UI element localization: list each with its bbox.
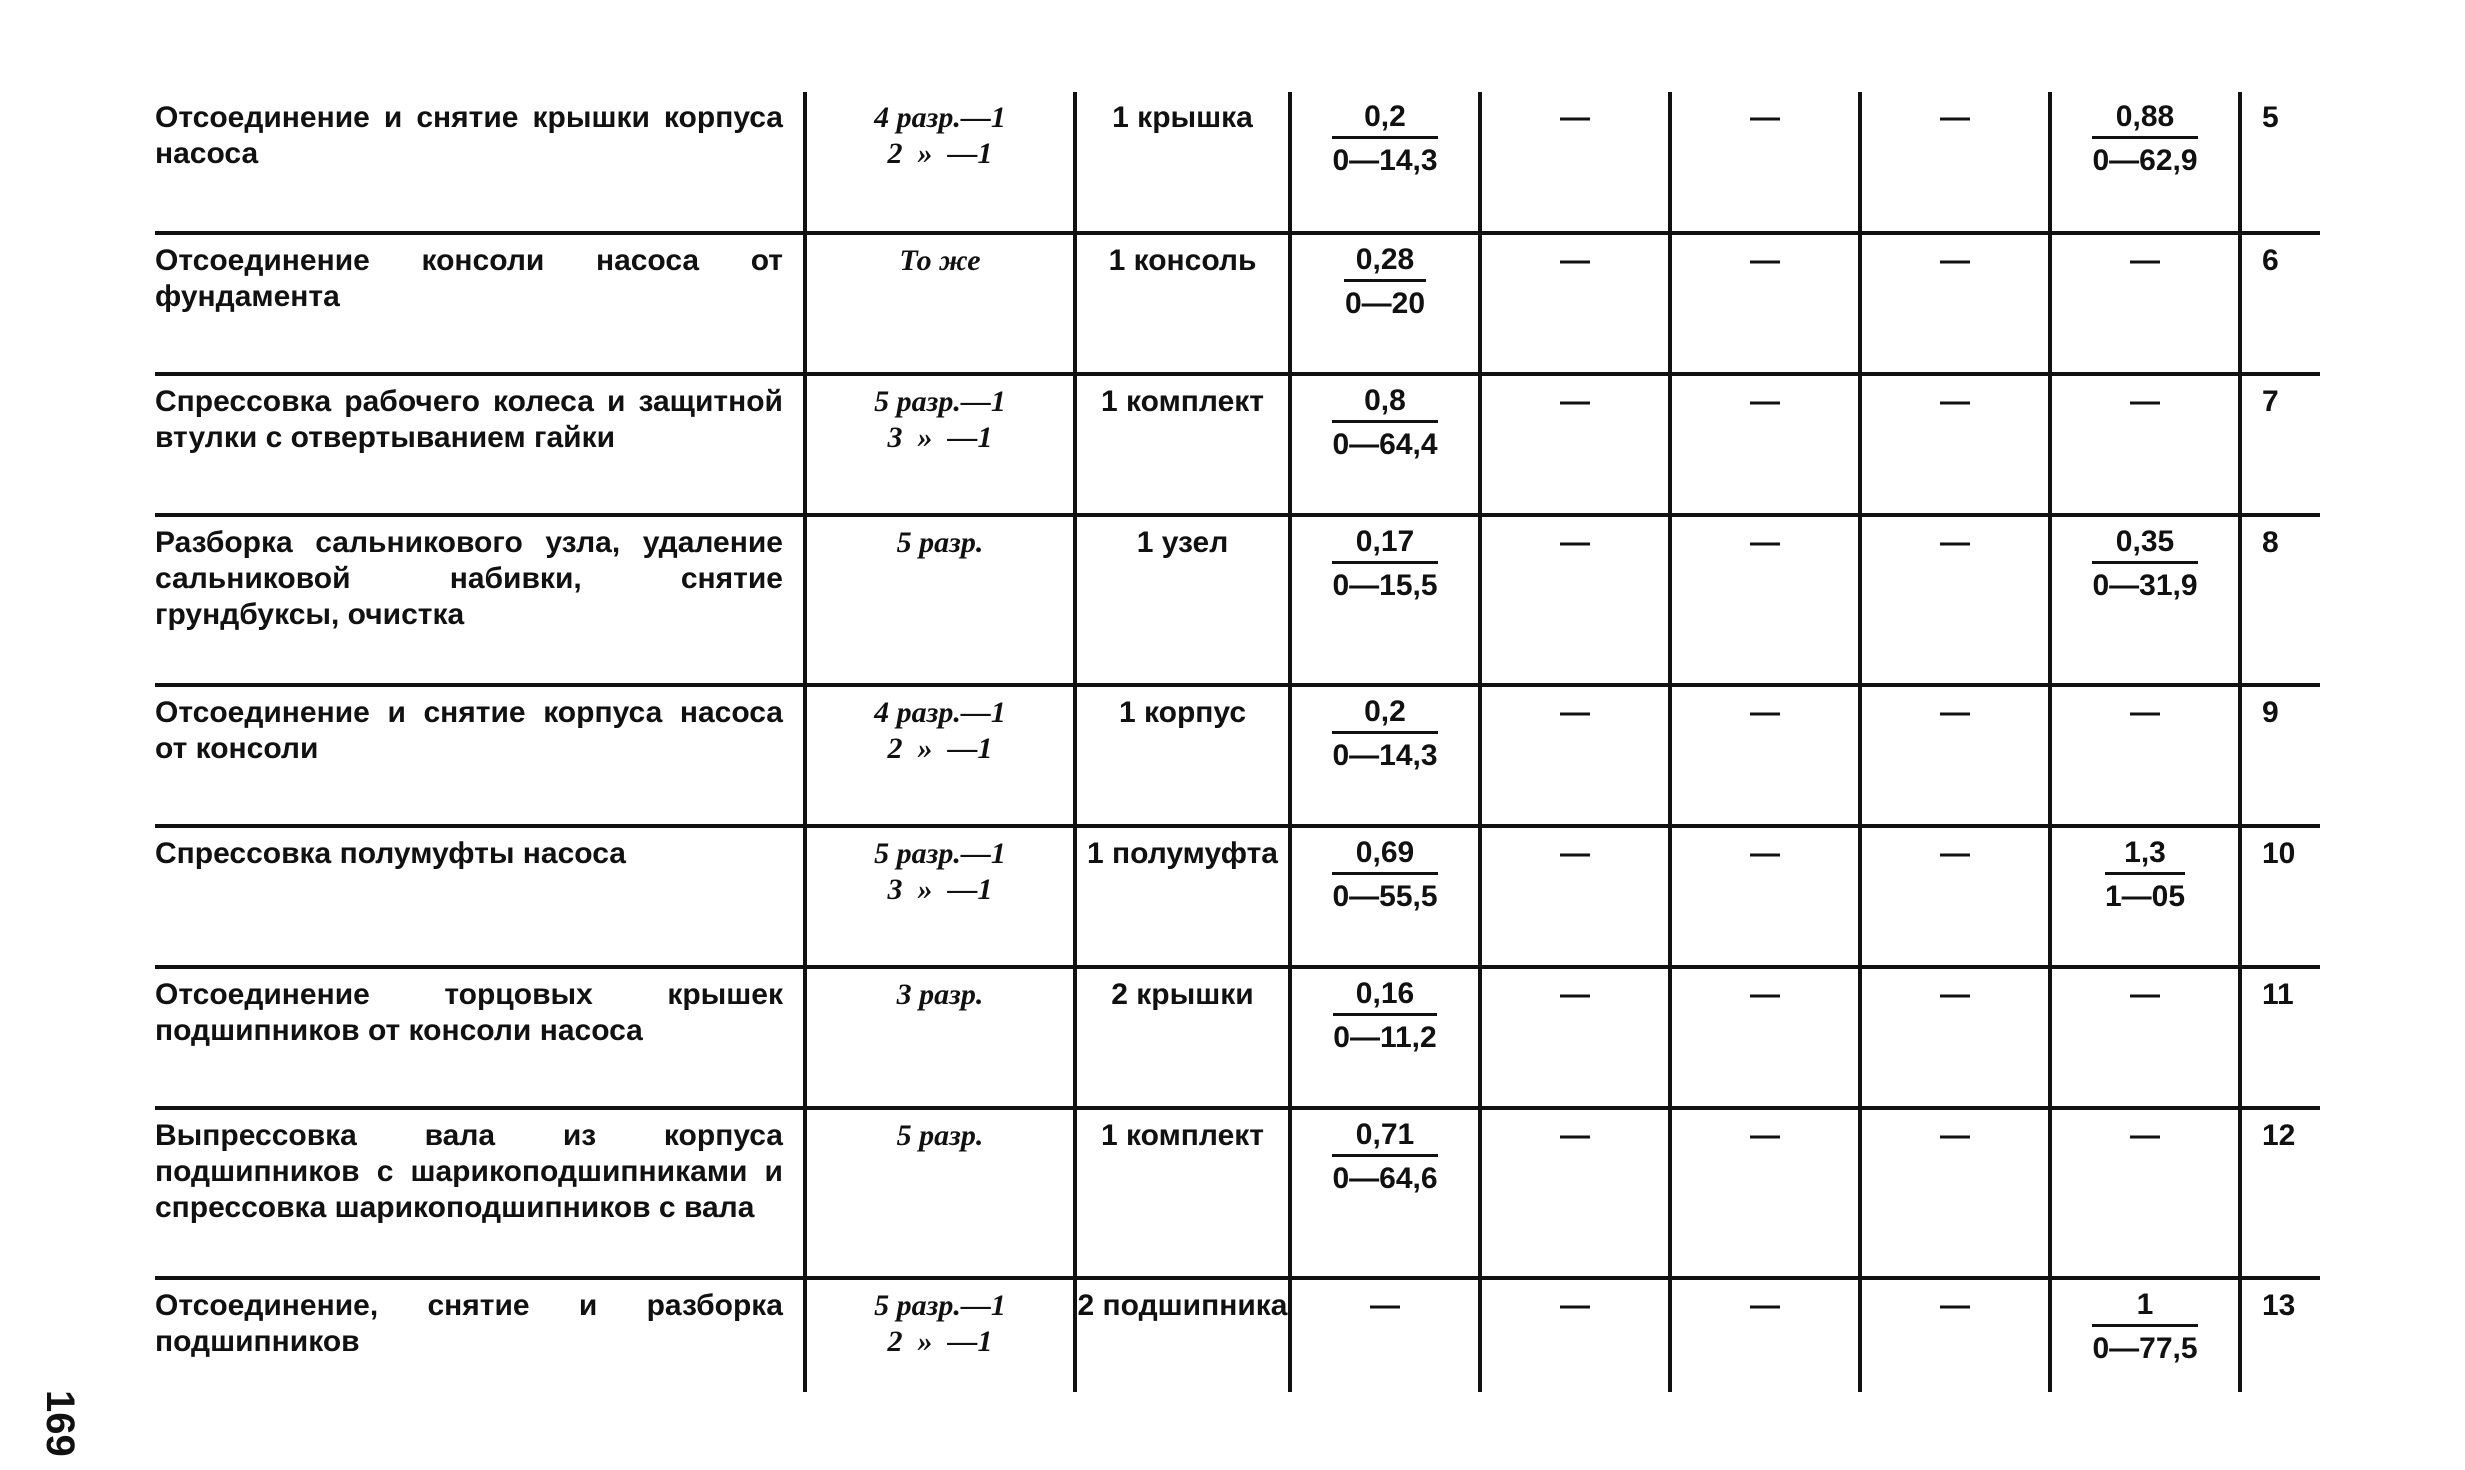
operation-text: Выпрессовка вала из корпуса подшипников с шарикоподшипниками и спрессовка шарикоподшипников с вала: [155, 1119, 783, 1224]
d3-cell: [1860, 826, 2050, 967]
d2-cell: [1670, 967, 1860, 1108]
rank-cell: [805, 374, 1075, 515]
fraction-value: [1332, 525, 1437, 606]
f1-cell: [1290, 826, 1480, 967]
dash-mark: —: [1940, 696, 1970, 729]
unit-cell: [1075, 233, 1290, 374]
f2-cell: [2050, 515, 2240, 685]
dash-mark: —: [1750, 526, 1780, 559]
unit-text: 1 корпус: [1118, 696, 1247, 729]
d3-cell: [1860, 1278, 2050, 1392]
rank-line: 3 » —1: [887, 421, 993, 454]
table-row: [155, 967, 2320, 1108]
dash-mark: —: [1940, 1289, 1970, 1322]
rank-line: 4 разр.—1: [874, 696, 1006, 729]
rank-line: 5 разр.—1: [874, 837, 1006, 870]
rank-cell: [805, 1108, 1075, 1278]
fraction-denominator: 0—55,5: [1332, 880, 1438, 913]
norms-table: [155, 92, 2320, 1392]
operation-cell: [155, 515, 805, 685]
fraction-denominator: 0—77,5: [2092, 1332, 2198, 1365]
fraction-numerator: 0,2: [1332, 100, 1437, 139]
unit-text: 1 консоль: [1108, 244, 1257, 277]
dash-mark: —: [1750, 978, 1780, 1011]
unit-text: 2 подшипника: [1077, 1289, 1288, 1322]
row-number: 5: [2262, 101, 2279, 134]
f2-cell: [2050, 967, 2240, 1108]
rank-line: 3 » —1: [887, 873, 993, 906]
d1-cell: [1480, 685, 1670, 826]
fraction-numerator: 1: [2092, 1288, 2197, 1327]
fraction-value: [1332, 100, 1437, 181]
dash-mark: —: [2130, 244, 2160, 277]
rank-cell: [805, 826, 1075, 967]
rank-line: 5 разр.—1: [874, 1289, 1006, 1322]
row-number-cell: [2240, 1278, 2320, 1392]
rank-cell: [805, 92, 1075, 233]
rank-line: 3 разр.: [896, 978, 984, 1011]
row-number: 12: [2262, 1119, 2296, 1152]
f2-cell: [2050, 92, 2240, 233]
unit-cell: [1075, 374, 1290, 515]
table-row: [155, 1278, 2320, 1392]
d3-cell: [1860, 92, 2050, 233]
f2-cell: [2050, 374, 2240, 515]
operation-text: Спрессовка рабочего колеса и защитной втулки с отвертыванием гайки: [155, 385, 783, 454]
row-number: 8: [2262, 526, 2279, 559]
row-number: 10: [2262, 837, 2296, 870]
dash-mark: —: [1560, 1289, 1590, 1322]
fraction-denominator: 0—14,3: [1332, 739, 1438, 772]
f1-cell: [1290, 1278, 1480, 1392]
dash-mark: —: [1940, 526, 1970, 559]
dash-mark: —: [2130, 385, 2160, 418]
table-row: [155, 515, 2320, 685]
dash-mark: —: [1750, 244, 1780, 277]
operation-text: Отсоединение консоли насоса от фундамента: [155, 244, 783, 313]
fraction-denominator: 0—64,4: [1332, 428, 1438, 461]
row-number-cell: [2240, 92, 2320, 233]
f1-cell: [1290, 967, 1480, 1108]
page-number: 169: [38, 1390, 82, 1457]
dash-mark: —: [1560, 244, 1590, 277]
fraction-numerator: 0,16: [1333, 977, 1436, 1016]
rank-line: То же: [899, 244, 981, 277]
fraction-numerator: 0,17: [1332, 525, 1437, 564]
d2-cell: [1670, 515, 1860, 685]
d2-cell: [1670, 1278, 1860, 1392]
row-number-cell: [2240, 233, 2320, 374]
fraction-numerator: 0,88: [2092, 100, 2197, 139]
operation-text: Отсоединение торцовых крышек подшипников от консоли насоса: [155, 978, 783, 1047]
dash-mark: —: [2130, 978, 2160, 1011]
operation-cell: [155, 374, 805, 515]
f1-cell: [1290, 233, 1480, 374]
rank-line: 5 разр.—1: [874, 385, 1006, 418]
unit-text: 1 комплект: [1101, 1119, 1264, 1152]
fraction-value: [1344, 243, 1426, 324]
fraction-denominator: 0—14,3: [1332, 144, 1438, 177]
d3-cell: [1860, 233, 2050, 374]
d2-cell: [1670, 374, 1860, 515]
f1-cell: [1290, 515, 1480, 685]
d1-cell: [1480, 826, 1670, 967]
f2-cell: [2050, 685, 2240, 826]
row-number-cell: [2240, 515, 2320, 685]
table-row: [155, 92, 2320, 233]
d1-cell: [1480, 967, 1670, 1108]
f1-cell: [1290, 374, 1480, 515]
dash-mark: —: [1750, 696, 1780, 729]
dash-mark: —: [1940, 385, 1970, 418]
dash-mark: —: [1560, 837, 1590, 870]
fraction-value: [2092, 100, 2197, 181]
d2-cell: [1670, 826, 1860, 967]
unit-text: 1 узел: [1136, 526, 1229, 559]
rank-cell: [805, 1278, 1075, 1392]
f1-cell: [1290, 92, 1480, 233]
rank-line: 5 разр.: [896, 1119, 984, 1152]
d1-cell: [1480, 374, 1670, 515]
fraction-numerator: 0,71: [1332, 1118, 1437, 1157]
dash-mark: —: [1560, 696, 1590, 729]
dash-mark: —: [1940, 244, 1970, 277]
dash-mark: —: [1560, 978, 1590, 1011]
rank-cell: [805, 515, 1075, 685]
operation-text: Отсоединение и снятие крышки корпуса насоса: [155, 101, 783, 170]
operation-text: Отсоединение и снятие корпуса насоса от консоли: [155, 696, 783, 765]
fraction-numerator: 0,8: [1332, 384, 1437, 423]
unit-text: 1 крышка: [1112, 101, 1253, 134]
table-row: [155, 1108, 2320, 1278]
fraction-numerator: 0,28: [1344, 243, 1426, 282]
fraction-numerator: 0,2: [1332, 695, 1437, 734]
table-row: [155, 685, 2320, 826]
operation-cell: [155, 1278, 805, 1392]
table-row: [155, 826, 2320, 967]
operation-text: Спрессовка полумуфты насоса: [155, 837, 626, 870]
dash-mark: —: [1560, 526, 1590, 559]
f2-cell: [2050, 1278, 2240, 1392]
unit-cell: [1075, 967, 1290, 1108]
d3-cell: [1860, 1108, 2050, 1278]
operation-cell: [155, 685, 805, 826]
row-number: 11: [2262, 978, 2294, 1011]
fraction-denominator: 0—15,5: [1332, 569, 1438, 602]
operation-cell: [155, 92, 805, 233]
d1-cell: [1480, 1108, 1670, 1278]
dash-mark: —: [1940, 978, 1970, 1011]
operation-text: Разборка сальникового узла, удаление сальниковой набивки, снятие грундбуксы, очистка: [155, 526, 783, 631]
d3-cell: [1860, 685, 2050, 826]
row-number: 13: [2262, 1289, 2296, 1322]
unit-cell: [1075, 1108, 1290, 1278]
d2-cell: [1670, 685, 1860, 826]
unit-cell: [1075, 92, 1290, 233]
d1-cell: [1480, 1278, 1670, 1392]
f2-cell: [2050, 826, 2240, 967]
operation-cell: [155, 233, 805, 374]
unit-text: 1 комплект: [1101, 385, 1264, 418]
fraction-denominator: 0—31,9: [2092, 569, 2198, 602]
operation-cell: [155, 967, 805, 1108]
unit-text: 1 полумуфта: [1087, 837, 1278, 870]
unit-text: 2 крышки: [1111, 978, 1254, 1011]
f1-cell: [1290, 685, 1480, 826]
dash-mark: —: [1940, 837, 1970, 870]
table-row: [155, 374, 2320, 515]
rank-line: 2 » —1: [887, 137, 993, 170]
d1-cell: [1480, 92, 1670, 233]
unit-cell: [1075, 515, 1290, 685]
fraction-value: [1332, 836, 1437, 917]
fraction-value: [2092, 1288, 2197, 1369]
dash-mark: —: [1560, 385, 1590, 418]
unit-cell: [1075, 826, 1290, 967]
rank-line: 5 разр.: [896, 526, 984, 559]
fraction-denominator: 0—64,6: [1332, 1162, 1438, 1195]
d2-cell: [1670, 1108, 1860, 1278]
dash-mark: —: [1940, 101, 1970, 134]
norms-table-body: [155, 92, 2320, 1392]
operation-cell: [155, 1108, 805, 1278]
fraction-denominator: 1—05: [2104, 880, 2186, 913]
d2-cell: [1670, 233, 1860, 374]
dash-mark: —: [1750, 101, 1780, 134]
dash-mark: —: [1750, 1289, 1780, 1322]
row-number: 7: [2262, 385, 2279, 418]
row-number: 9: [2262, 696, 2279, 729]
dash-mark: —: [1750, 385, 1780, 418]
fraction-value: [1332, 695, 1437, 776]
d1-cell: [1480, 515, 1670, 685]
fraction-denominator: 0—20: [1344, 287, 1426, 320]
rank-line: 4 разр.—1: [874, 101, 1006, 134]
dash-mark: —: [1750, 1119, 1780, 1152]
fraction-value: [1332, 384, 1437, 465]
fraction-denominator: 0—11,2: [1333, 1021, 1437, 1054]
row-number-cell: [2240, 374, 2320, 515]
d2-cell: [1670, 92, 1860, 233]
f2-cell: [2050, 233, 2240, 374]
fraction-numerator: 0,69: [1332, 836, 1437, 875]
fraction-denominator: 0—62,9: [2092, 144, 2198, 177]
row-number: 6: [2262, 244, 2279, 277]
dash-mark: —: [1560, 101, 1590, 134]
row-number-cell: [2240, 1108, 2320, 1278]
dash-mark: —: [2130, 1119, 2160, 1152]
dash-mark: —: [1370, 1289, 1400, 1322]
d3-cell: [1860, 374, 2050, 515]
fraction-value: [1333, 977, 1436, 1058]
fraction-numerator: 1,3: [2105, 836, 2185, 875]
rank-line: 2 » —1: [887, 732, 993, 765]
unit-cell: [1075, 685, 1290, 826]
fraction-value: [1332, 1118, 1437, 1199]
dash-mark: —: [1560, 1119, 1590, 1152]
f2-cell: [2050, 1108, 2240, 1278]
fraction-numerator: 0,35: [2092, 525, 2197, 564]
d3-cell: [1860, 967, 2050, 1108]
rank-cell: [805, 685, 1075, 826]
operation-cell: [155, 826, 805, 967]
row-number-cell: [2240, 967, 2320, 1108]
d1-cell: [1480, 233, 1670, 374]
table-row: [155, 233, 2320, 374]
row-number-cell: [2240, 685, 2320, 826]
unit-cell: [1075, 1278, 1290, 1392]
rank-cell: [805, 233, 1075, 374]
f1-cell: [1290, 1108, 1480, 1278]
operation-text: Отсоединение, снятие и разборка подшипников: [155, 1289, 783, 1358]
row-number-cell: [2240, 826, 2320, 967]
rank-line: 2 » —1: [887, 1325, 993, 1358]
dash-mark: —: [2130, 696, 2160, 729]
d3-cell: [1860, 515, 2050, 685]
rank-cell: [805, 967, 1075, 1108]
dash-mark: —: [1940, 1119, 1970, 1152]
fraction-value: [2092, 525, 2197, 606]
fraction-value: [2105, 836, 2185, 917]
dash-mark: —: [1750, 837, 1780, 870]
